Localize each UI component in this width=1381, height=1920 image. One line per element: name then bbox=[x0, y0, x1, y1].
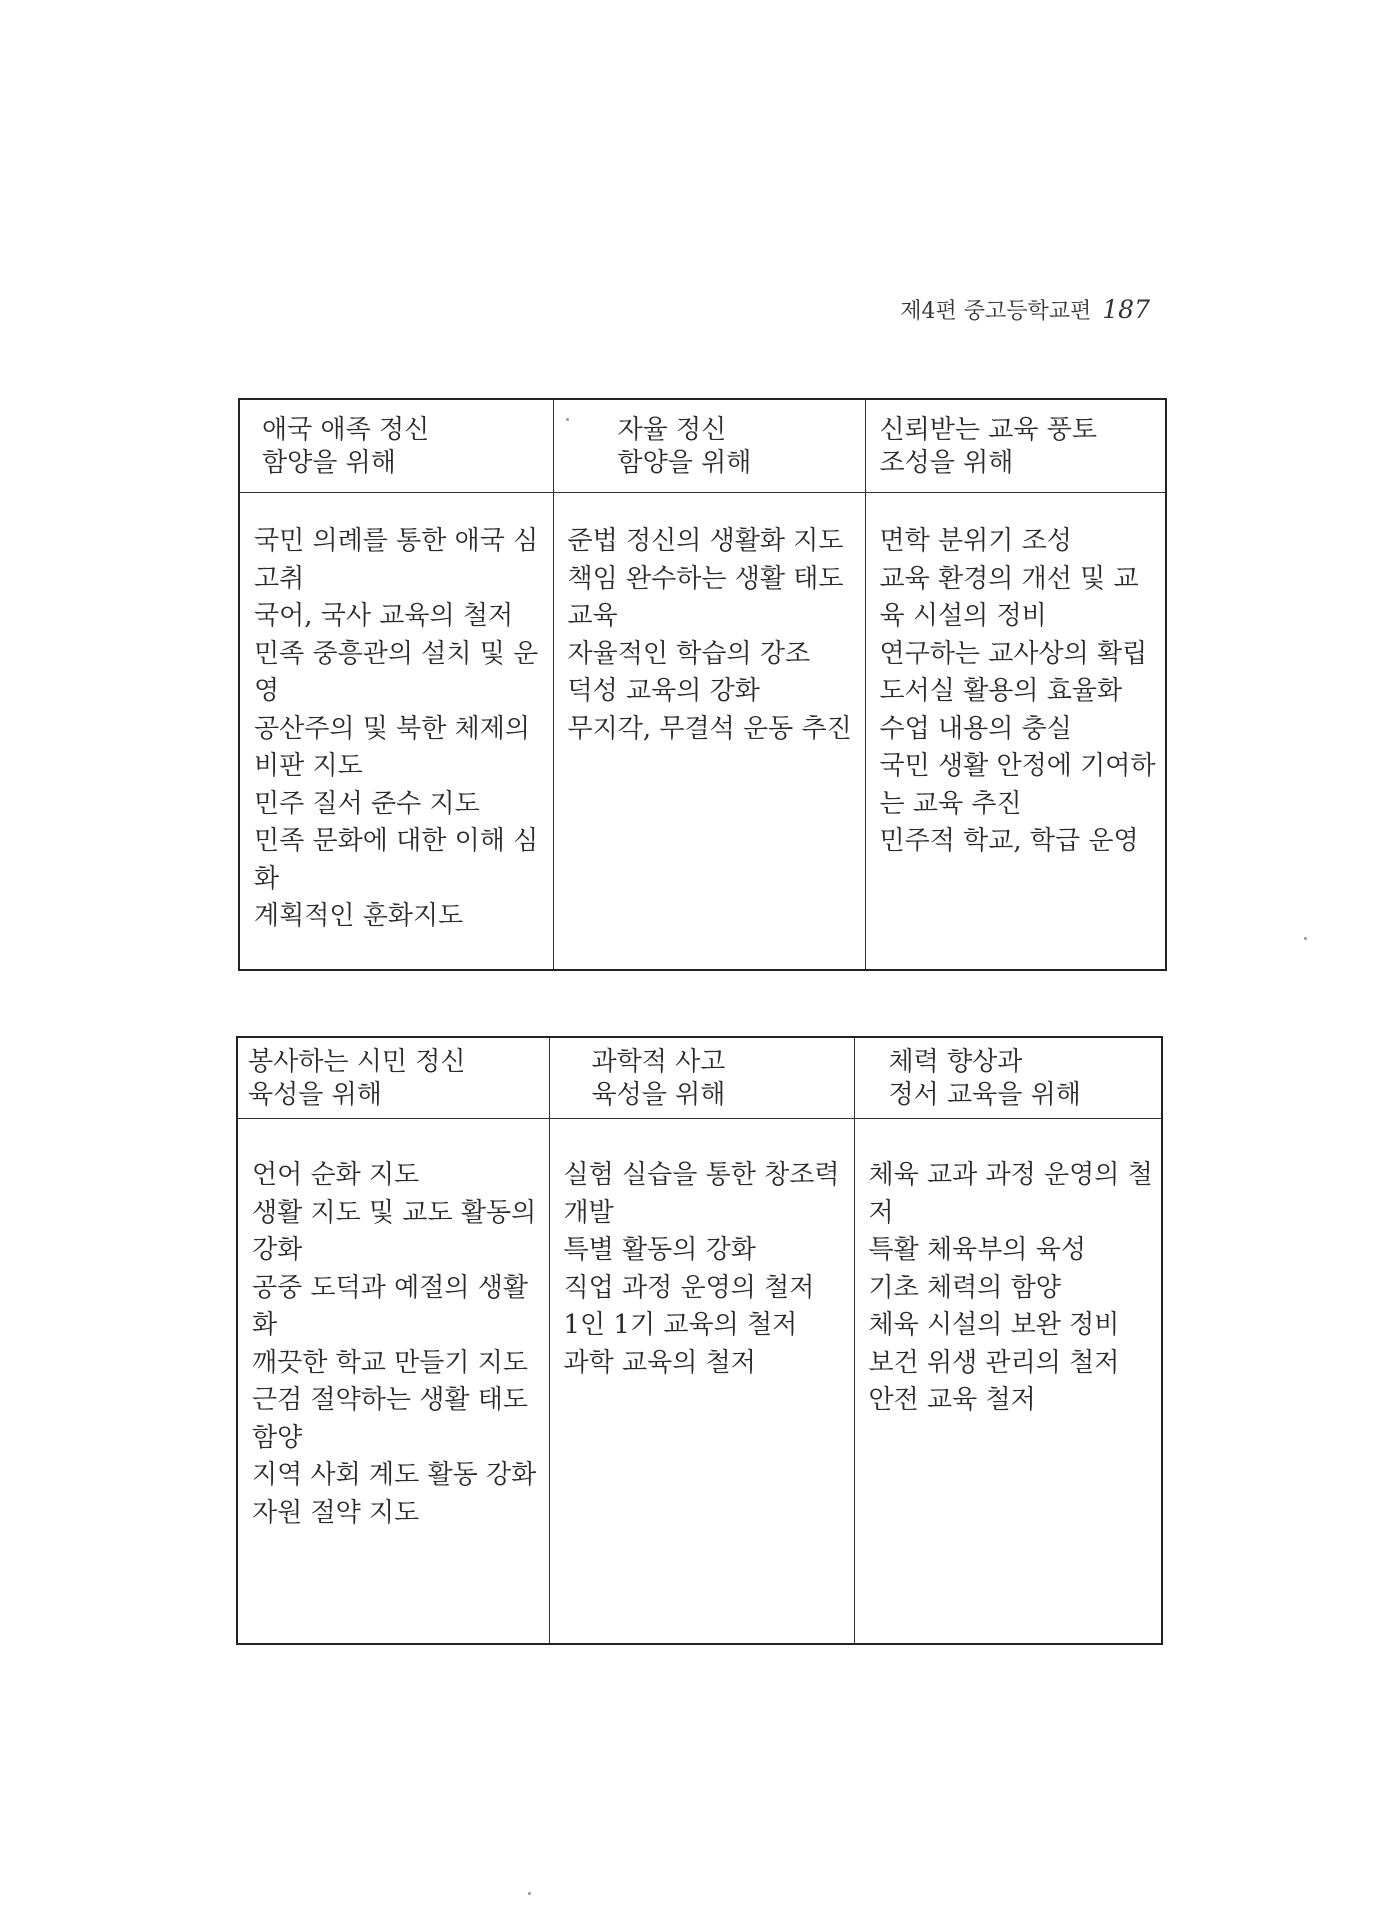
column-items bbox=[865, 493, 1166, 971]
list-item: 보건 위생 관리의 철저 bbox=[868, 1347, 1120, 1378]
scan-speck bbox=[566, 418, 569, 421]
list-item: 국어, 국사 교육의 철저 bbox=[254, 601, 514, 631]
list-item: 민주 질서 준수 지도 bbox=[254, 788, 480, 819]
list-item: 특활 체육부의 육성 bbox=[868, 1235, 1086, 1265]
list-item: 도서실 활용의 효율화 bbox=[879, 676, 1123, 706]
list-item: 무지각, 무결석 운동 추진 bbox=[567, 713, 852, 744]
table-header-row bbox=[237, 1037, 1162, 1119]
column-heading bbox=[854, 1037, 1162, 1119]
heading-line: 애국 애족 정신 bbox=[262, 415, 430, 445]
list-item: 교육 환경의 개선 및 교육 시설의 정비 bbox=[879, 563, 1139, 631]
list-item: 책임 완수하는 생활 태도 교육 bbox=[567, 563, 844, 631]
policy-table-2 bbox=[236, 1036, 1163, 1645]
heading-line: 조성을 위해 bbox=[879, 448, 1014, 478]
heading-line: 정서 교육을 위해 bbox=[888, 1080, 1081, 1110]
list-item: 국민 의례를 통한 애국 심 고취 bbox=[254, 526, 539, 594]
column-items bbox=[237, 1119, 549, 1645]
list-item: 체육 교과 과정 운영의 철저 bbox=[868, 1160, 1153, 1228]
list-item: 민족 문화에 대한 이해 심화 bbox=[254, 826, 539, 894]
list-item: 체육 시설의 보완 정비 bbox=[868, 1310, 1120, 1340]
list-item: 수업 내용의 충실 bbox=[879, 713, 1072, 744]
heading-line: 육성을 위해 bbox=[591, 1080, 726, 1110]
list-item: 1인 1기 교육의 철저 bbox=[563, 1310, 798, 1340]
heading-line: 봉사하는 시민 정신 bbox=[248, 1047, 466, 1077]
list-item: 직업 과정 운영의 철저 bbox=[563, 1272, 815, 1303]
list-item: 민족 중흥관의 설치 및 운영 bbox=[254, 638, 539, 706]
list-item: 언어 순화 지도 bbox=[252, 1160, 420, 1190]
scan-speck bbox=[528, 1892, 531, 1895]
page-header bbox=[880, 294, 1150, 325]
column-heading bbox=[237, 1037, 549, 1119]
list-item: 민주적 학교, 학급 운영 bbox=[879, 826, 1139, 856]
column-heading bbox=[239, 399, 553, 493]
heading-line: 신뢰받는 교육 풍토 bbox=[879, 415, 1097, 445]
page-number: 187 bbox=[1102, 295, 1150, 324]
column-items bbox=[854, 1119, 1162, 1645]
list-item: 특별 활동의 강화 bbox=[563, 1235, 756, 1265]
column-items bbox=[549, 1119, 854, 1645]
list-item: 공산주의 및 북한 체제의 비판 지도 bbox=[254, 713, 530, 781]
heading-line: 육성을 위해 bbox=[248, 1080, 382, 1110]
list-item: 기초 체력의 함양 bbox=[868, 1272, 1061, 1303]
column-heading bbox=[549, 1037, 854, 1119]
list-item: 자율적인 학습의 강조 bbox=[567, 638, 811, 669]
list-item: 근검 절약하는 생활 태도 함양 bbox=[252, 1385, 528, 1453]
list-item: 생활 지도 및 교도 활동의 강화 bbox=[252, 1197, 537, 1265]
heading-line: 자율 정신 bbox=[617, 415, 727, 445]
list-item: 실험 실습을 통한 창조력 개발 bbox=[563, 1160, 840, 1228]
list-item: 안전 교육 철저 bbox=[868, 1385, 1036, 1415]
list-item: 지역 사회 계도 활동 강화 bbox=[252, 1460, 537, 1490]
heading-line: 함양을 위해 bbox=[617, 448, 752, 478]
list-item: 면학 분위기 조성 bbox=[879, 526, 1072, 556]
column-items bbox=[239, 493, 553, 971]
list-item: 자원 절약 지도 bbox=[252, 1497, 420, 1528]
table-body-row bbox=[239, 493, 1166, 971]
policy-table-1 bbox=[238, 398, 1167, 971]
table-header-row bbox=[239, 399, 1166, 493]
column-heading bbox=[865, 399, 1166, 493]
column-items bbox=[553, 493, 865, 971]
column-heading bbox=[553, 399, 865, 493]
list-item: 국민 생활 안정에 기여하는 교육 추진 bbox=[879, 751, 1156, 819]
table-body-row bbox=[237, 1119, 1162, 1645]
list-item: 공중 도덕과 예절의 생활화 bbox=[252, 1272, 528, 1340]
list-item: 준법 정신의 생활화 지도 bbox=[567, 526, 844, 556]
section-title: 제4편 중고등학교편 bbox=[900, 299, 1092, 324]
heading-line: 함양을 위해 bbox=[262, 448, 396, 478]
heading-line: 체력 향상과 bbox=[888, 1047, 1023, 1077]
list-item: 계획적인 훈화지도 bbox=[254, 901, 464, 931]
list-item: 깨끗한 학교 만들기 지도 bbox=[252, 1347, 528, 1378]
scan-speck bbox=[1304, 937, 1307, 940]
list-item: 과학 교육의 철저 bbox=[563, 1347, 756, 1378]
list-item: 덕성 교육의 강화 bbox=[567, 676, 760, 706]
heading-line: 과학적 사고 bbox=[591, 1047, 726, 1077]
list-item: 연구하는 교사상의 확립 bbox=[879, 638, 1148, 669]
